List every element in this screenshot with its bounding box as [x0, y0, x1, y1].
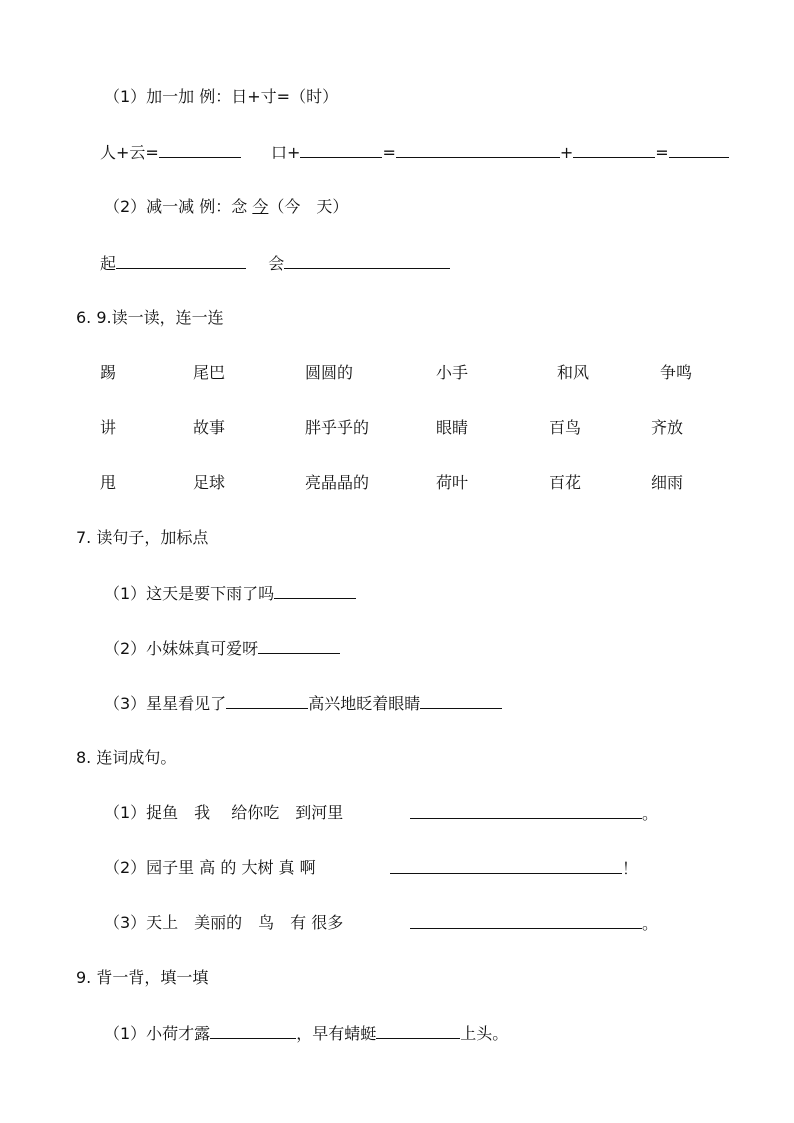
- q8-sentence-1-answer: [410, 802, 658, 825]
- q5-part2-item-1-label: 起: [100, 254, 117, 273]
- q9-title: 9. 背一背，填一填: [76, 968, 209, 987]
- q7-sentence-1-text: （1）这天是要下雨了吗: [104, 584, 275, 603]
- q5-part2-label: [104, 196, 348, 218]
- q9-sentence-1-text-b: ，早有蜻蜓: [296, 1024, 377, 1043]
- q8-sentence-1-blank[interactable]: [410, 802, 642, 819]
- q5-item-1-label: 人+云=: [100, 143, 159, 162]
- q5-item-2-blank[interactable]: [300, 141, 382, 158]
- q6-word: 齐放: [651, 418, 684, 437]
- q5-item-2-equals: =: [382, 143, 396, 162]
- q8-title: 8. 连词成句。: [76, 748, 177, 767]
- q9-sentence-1-blank-2[interactable]: [376, 1022, 460, 1039]
- q6-word: 亮晶晶的: [305, 473, 370, 492]
- q6-word: 荷叶: [436, 473, 469, 492]
- q9-sentence-1-blank-1[interactable]: [210, 1022, 296, 1039]
- q8-sentence-3-blank[interactable]: [410, 912, 642, 929]
- q6-word: 胖乎乎的: [305, 418, 370, 437]
- q8-sentence-3-end: 。: [642, 914, 659, 933]
- q6-word: 尾巴: [193, 363, 226, 382]
- q6-word: 眼睛: [436, 418, 469, 437]
- q5-part2-item-2-blank[interactable]: [284, 252, 450, 269]
- q8-sentence-2-end: ！: [622, 859, 639, 878]
- q6-word: 讲: [100, 418, 117, 437]
- q7-sentence-2: [104, 637, 340, 660]
- q5-item-3-result-blank[interactable]: [669, 141, 729, 158]
- q7-sentence-1: [104, 582, 356, 605]
- q7-sentence-3-blank-2[interactable]: [420, 692, 502, 709]
- q7-sentence-3-text-b: 高兴地眨着眼睛: [308, 694, 421, 713]
- q8-sentence-2-blank[interactable]: [390, 857, 622, 874]
- q5-part1-label: （1）加一加 例：日+寸=（时）: [104, 87, 339, 106]
- q6-word: 细雨: [651, 473, 684, 492]
- q5-item-3-equals: =: [655, 143, 669, 162]
- q6-word: 小手: [436, 363, 469, 382]
- q5-item-2-result-blank[interactable]: [396, 141, 560, 158]
- q5-item-2-label: 口+: [271, 143, 301, 162]
- q7-sentence-3: [104, 692, 502, 715]
- q7-sentence-3-text-a: （3）星星看见了: [104, 694, 227, 713]
- q6-word: 足球: [193, 473, 226, 492]
- q7-sentence-2-blank[interactable]: [258, 637, 340, 654]
- q9-sentence-1: [104, 1022, 508, 1045]
- q8-sentence-1: （1）捉鱼 我 给你吃 到河里: [104, 803, 344, 822]
- q9-sentence-1-text-c: 上头。: [460, 1024, 509, 1043]
- q7-sentence-2-text: （2）小妹妹真可爱呀: [104, 639, 259, 658]
- q8-sentence-1-end: 。: [642, 804, 659, 823]
- q5-item-3-blank[interactable]: [573, 141, 655, 158]
- q6-word: 圆圆的: [305, 363, 354, 382]
- q7-title: 7. 读句子，加标点: [76, 528, 209, 547]
- q7-sentence-3-blank-1[interactable]: [226, 692, 308, 709]
- q8-sentence-3: （3）天上 美丽的 鸟 有 很多: [104, 913, 344, 932]
- q5-part1-items: [100, 141, 729, 164]
- q5-item-3-plus: +: [559, 143, 574, 162]
- q6-word: 踢: [100, 363, 117, 382]
- q7-sentence-1-blank[interactable]: [274, 582, 356, 599]
- q5-part2-suffix: （今 天）: [268, 197, 349, 216]
- q6-word: 争鸣: [660, 363, 693, 382]
- q5-part2-example-answer: 今: [252, 197, 269, 216]
- q6-title: 6. 9.读一读，连一连: [76, 308, 224, 327]
- q5-item-1-blank[interactable]: [159, 141, 241, 158]
- q9-sentence-1-text-a: （1）小荷才露: [104, 1024, 211, 1043]
- q6-word: 百鸟: [549, 418, 582, 437]
- q6-word: 甩: [100, 473, 117, 492]
- q8-sentence-3-answer: [410, 912, 658, 935]
- q5-part2-items: [100, 252, 450, 275]
- q6-word: 故事: [193, 418, 226, 437]
- q5-part2-item-1-blank[interactable]: [116, 252, 246, 269]
- q8-sentence-2: （2）园子里 高 的 大树 真 啊: [104, 858, 316, 877]
- q6-word: 百花: [549, 473, 582, 492]
- q5-part2-item-2-label: 会: [268, 254, 285, 273]
- q5-part2-prefix: （2）减一减 例：念: [104, 197, 253, 216]
- q8-sentence-2-answer: [390, 857, 638, 880]
- q6-word: 和风: [557, 363, 590, 382]
